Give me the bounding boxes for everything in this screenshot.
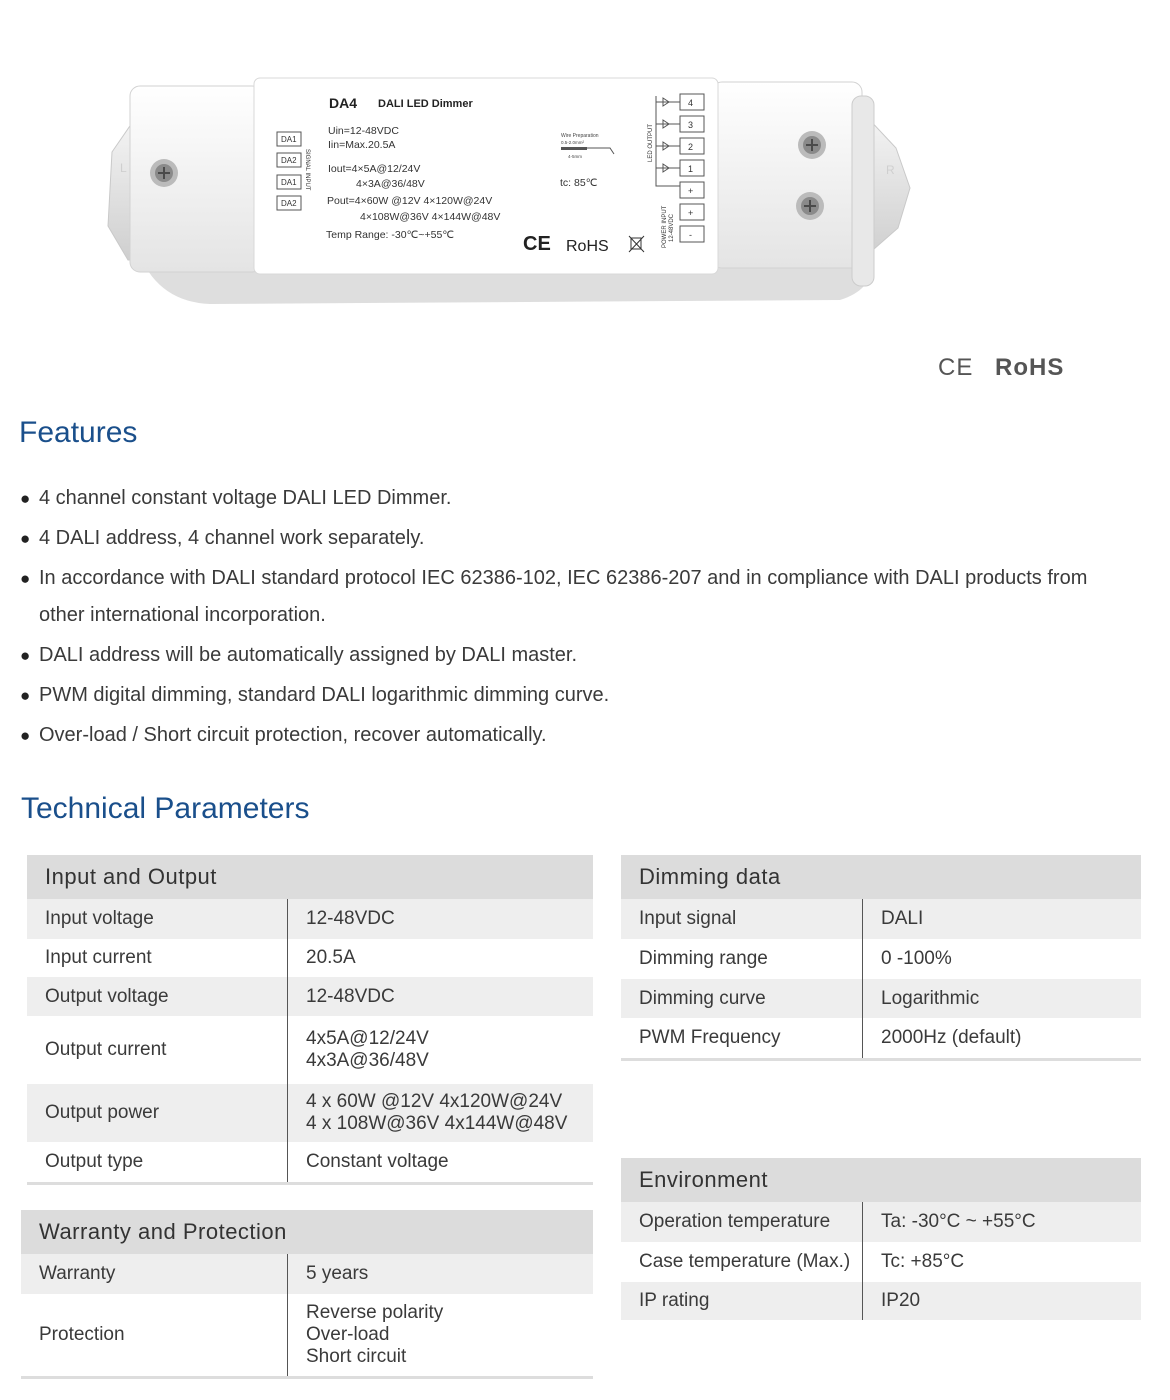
row-value: 4 x 108W@36V 4x144W@48V — [306, 1113, 568, 1134]
table-row — [27, 977, 593, 1016]
wire-strip: 4-5mm — [568, 154, 583, 159]
output-terminal: 4 — [688, 98, 694, 108]
table-header: Environment — [621, 1158, 1141, 1202]
signal-terminal: DA1 — [281, 135, 297, 144]
table-row — [27, 1016, 593, 1084]
table-row — [21, 1254, 593, 1294]
table-row — [621, 1202, 1141, 1242]
output-terminal: 1 — [688, 164, 694, 174]
feature-item: ● PWM digital dimming, standard DALI logarithmic dimming curve. — [20, 677, 1130, 714]
row-value: Over-load — [306, 1324, 390, 1345]
power-terminal: + — [688, 208, 694, 218]
row-label: PWM Frequency — [621, 1018, 863, 1058]
feature-item: ● DALI address will be automatically assigned by DALI master. — [20, 637, 1130, 674]
label-panel — [254, 78, 718, 274]
row-value: 5 years — [306, 1263, 369, 1284]
spec-line: 4×3A@36/48V — [356, 178, 425, 190]
left-cap — [130, 86, 262, 272]
right-cap — [712, 82, 862, 268]
row-value: 4x3A@36/48V — [306, 1050, 429, 1071]
row-value: DALI — [881, 908, 924, 929]
table-row — [621, 899, 1141, 939]
row-value: Short circuit — [306, 1346, 407, 1367]
ce-mark-icon: CE — [523, 233, 551, 255]
features-title: Features — [19, 416, 138, 449]
screw-icon — [150, 159, 178, 187]
rohs-mark: RoHS — [566, 238, 609, 255]
product-name: DALI LED Dimmer — [378, 98, 473, 110]
feature-item: ● 4 channel constant voltage DALI LED Dimmer. — [20, 480, 1130, 517]
product-model: DA4 — [329, 95, 358, 111]
row-label: Output voltage — [27, 977, 288, 1016]
wire-spec: 0.5-2.0mm² — [561, 140, 585, 145]
table-row — [621, 939, 1141, 979]
row-value: 20.5A — [306, 947, 356, 968]
right-cap-end — [852, 96, 874, 286]
row-label: Input signal — [621, 899, 863, 939]
technical-title: Technical Parameters — [21, 792, 310, 825]
spec-line: Uin=12-48VDC — [328, 125, 399, 137]
screw-icon — [798, 131, 826, 159]
warranty-table — [21, 1210, 593, 1379]
dimming-table — [621, 855, 1141, 1061]
row-label: Output type — [27, 1142, 288, 1182]
signal-terminal: DA2 — [281, 199, 297, 208]
output-terminal: 3 — [688, 120, 694, 130]
side-label-right: R — [886, 163, 895, 177]
row-value: 4 x 60W @12V 4x120W@24V — [306, 1091, 563, 1112]
table-row — [21, 1294, 593, 1376]
table-row — [621, 979, 1141, 1018]
led-output-label: LED OUTPUT — [648, 123, 654, 162]
table-row — [27, 1084, 593, 1142]
row-label: Case temperature (Max.) — [621, 1242, 863, 1282]
table-header: Dimming data — [621, 855, 1141, 899]
features-list — [20, 480, 1130, 757]
feature-item: ● In accordance with DALI standard protocol IEC 62386-102, IEC 62386-207 and in compliance with DALI products from other international incorporation. — [20, 560, 1130, 634]
row-value: Tc: +85°C — [881, 1251, 965, 1272]
table-header: Warranty and Protection — [21, 1210, 593, 1254]
table-row — [27, 939, 593, 977]
signal-terminal: DA1 — [281, 178, 297, 187]
table-row — [621, 1018, 1141, 1058]
spec-line: Iin=Max.20.5A — [328, 139, 396, 151]
spec-line: Temp Range: -30℃~+55℃ — [326, 229, 455, 241]
row-label: Output power — [27, 1084, 288, 1142]
row-value: Reverse polarity — [306, 1302, 444, 1323]
feature-item: ● 4 DALI address, 4 channel work separately. — [20, 520, 1130, 557]
signal-input-label: SIGNAL INPUT — [304, 149, 310, 191]
power-spec: 12-48VDC — [669, 213, 675, 242]
row-label: Dimming range — [621, 939, 863, 979]
row-value: Ta: -30°C ~ +55°C — [881, 1211, 1036, 1232]
row-label: Input voltage — [27, 899, 288, 939]
tc-rating: tc: 85℃ — [560, 177, 598, 189]
row-value: 12-48VDC — [306, 985, 395, 1007]
feature-item: ● Over-load / Short circuit protection, recover automatically. — [20, 717, 1130, 754]
table-header: Input and Output — [27, 855, 593, 899]
power-input-label: POWER INPUT — [662, 205, 668, 248]
row-value: 12-48VDC — [306, 908, 395, 929]
row-value: Constant voltage — [306, 1151, 449, 1172]
output-terminal: 2 — [688, 142, 694, 152]
power-terminal: - — [689, 230, 692, 240]
row-label: Output current — [27, 1016, 288, 1084]
product-image — [100, 76, 920, 312]
ce-mark-icon: CE — [938, 354, 974, 381]
spec-line: Pout=4×60W @12V 4×120W@24V — [327, 195, 493, 207]
output-terminal: + — [688, 186, 694, 196]
wire-prep-label: Wire Preparation — [561, 133, 599, 139]
rohs-mark: RoHS — [995, 354, 1065, 381]
spec-line: 4×108W@36V 4×144W@48V — [360, 211, 501, 223]
certifications — [938, 354, 1064, 382]
row-value: Logarithmic — [881, 987, 980, 1009]
row-label: Protection — [21, 1294, 288, 1376]
screw-icon — [796, 192, 824, 220]
table-row — [27, 899, 593, 939]
row-label: Warranty — [21, 1254, 288, 1294]
row-label: Input current — [27, 939, 288, 977]
row-value: 0 -100% — [881, 948, 952, 969]
row-value: IP20 — [881, 1290, 921, 1311]
signal-terminal: DA2 — [281, 156, 297, 165]
environment-table — [621, 1158, 1141, 1320]
side-label-left: L — [120, 161, 127, 175]
row-value: 4x5A@12/24V — [306, 1028, 429, 1049]
row-label: Dimming curve — [621, 979, 863, 1018]
row-label: IP rating — [621, 1282, 863, 1320]
input-output-table — [27, 855, 593, 1185]
row-label: Operation temperature — [621, 1202, 863, 1242]
row-value: 2000Hz (default) — [881, 1027, 1022, 1048]
table-row — [621, 1282, 1141, 1320]
table-row — [621, 1242, 1141, 1282]
spec-line: Iout=4×5A@12/24V — [328, 163, 421, 175]
table-row — [27, 1142, 593, 1182]
